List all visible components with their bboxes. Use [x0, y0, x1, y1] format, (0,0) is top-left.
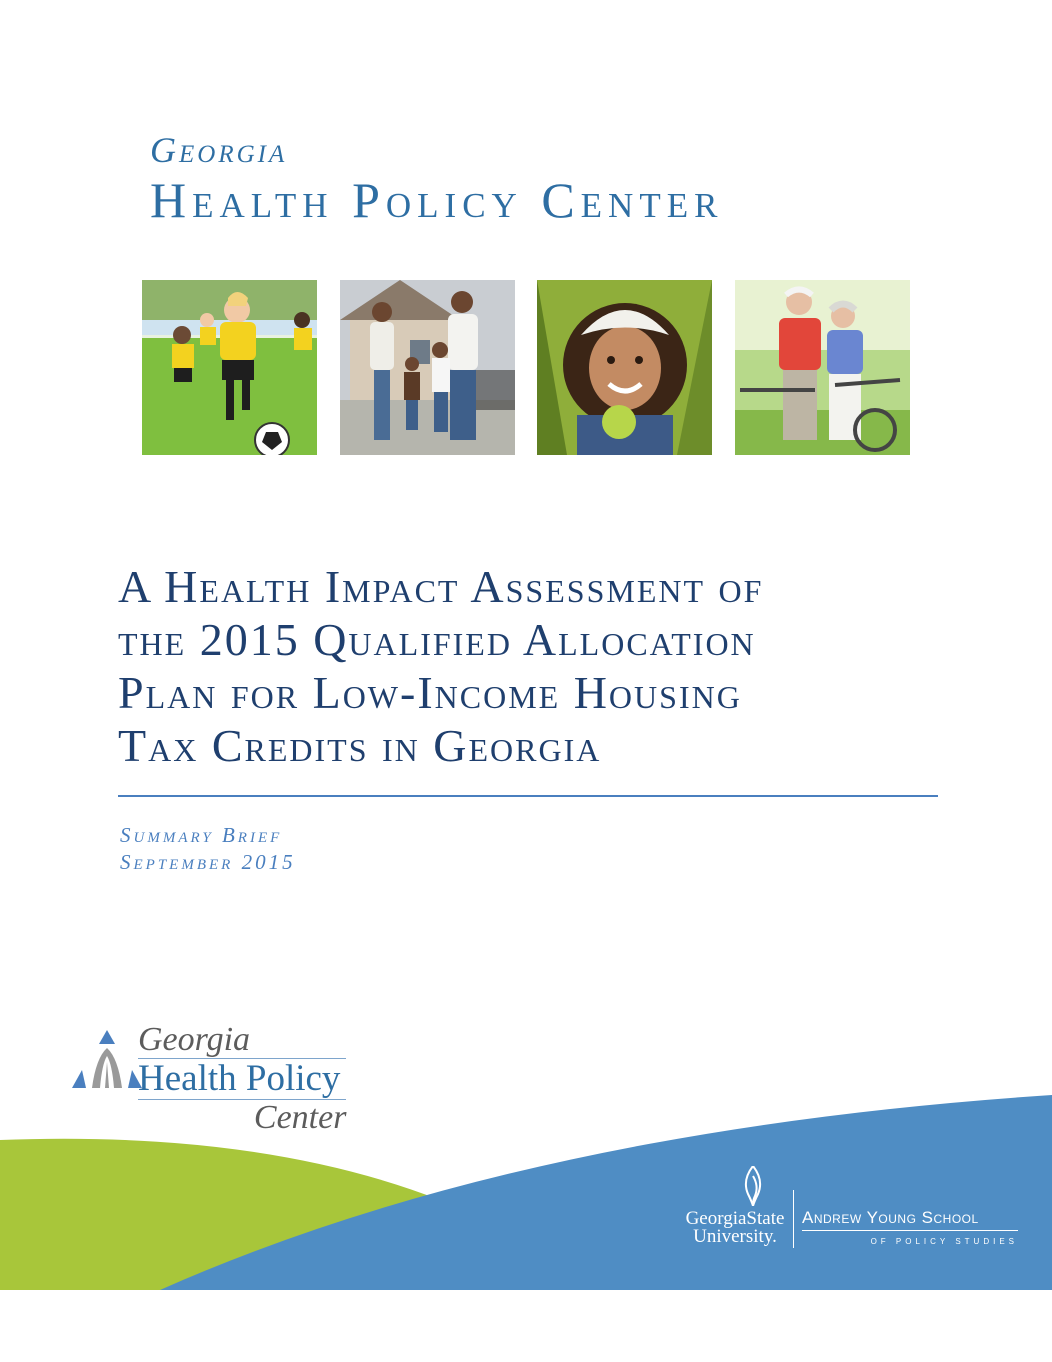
org-name-line2: Health Policy Center — [150, 172, 724, 228]
gsu-line2: University. — [693, 1226, 777, 1247]
logo-text-health-policy: Health Policy — [138, 1058, 346, 1100]
org-header — [150, 128, 723, 228]
logo-text-center: Center — [253, 1099, 347, 1136]
girl-apple-photo — [537, 280, 712, 455]
seniors-bicycles-photo — [735, 280, 910, 455]
ays-subname: OF POLICY STUDIES — [870, 1237, 1018, 1246]
gsu-flame-icon — [740, 1166, 766, 1211]
ays-wordmark — [802, 1208, 1018, 1246]
subtitle-date: September 2015 — [120, 850, 296, 874]
gsu-divider — [793, 1190, 794, 1248]
title-line-1: A Health Impact Assessment of — [118, 561, 764, 612]
subtitle-type: Summary Brief — [120, 823, 283, 847]
gsu-line1: GeorgiaState — [685, 1208, 785, 1229]
report-title — [118, 560, 938, 772]
gsu-wordmark — [680, 1210, 790, 1246]
title-line-4: Tax Credits in Georgia — [118, 720, 602, 771]
footer-wave — [0, 1090, 1052, 1305]
ays-name: Andrew Young School — [802, 1208, 1018, 1231]
title-line-2: the 2015 Qualified Allocation — [118, 614, 756, 665]
family-walking-photo — [340, 280, 515, 455]
title-line-3: Plan for Low-Income Housing — [118, 667, 742, 718]
org-name-line1: Georgia — [150, 130, 288, 170]
logo-text-georgia: Georgia — [138, 1021, 251, 1058]
children-soccer-photo — [142, 280, 317, 455]
subtitle-block — [120, 822, 296, 876]
title-divider — [118, 795, 938, 797]
